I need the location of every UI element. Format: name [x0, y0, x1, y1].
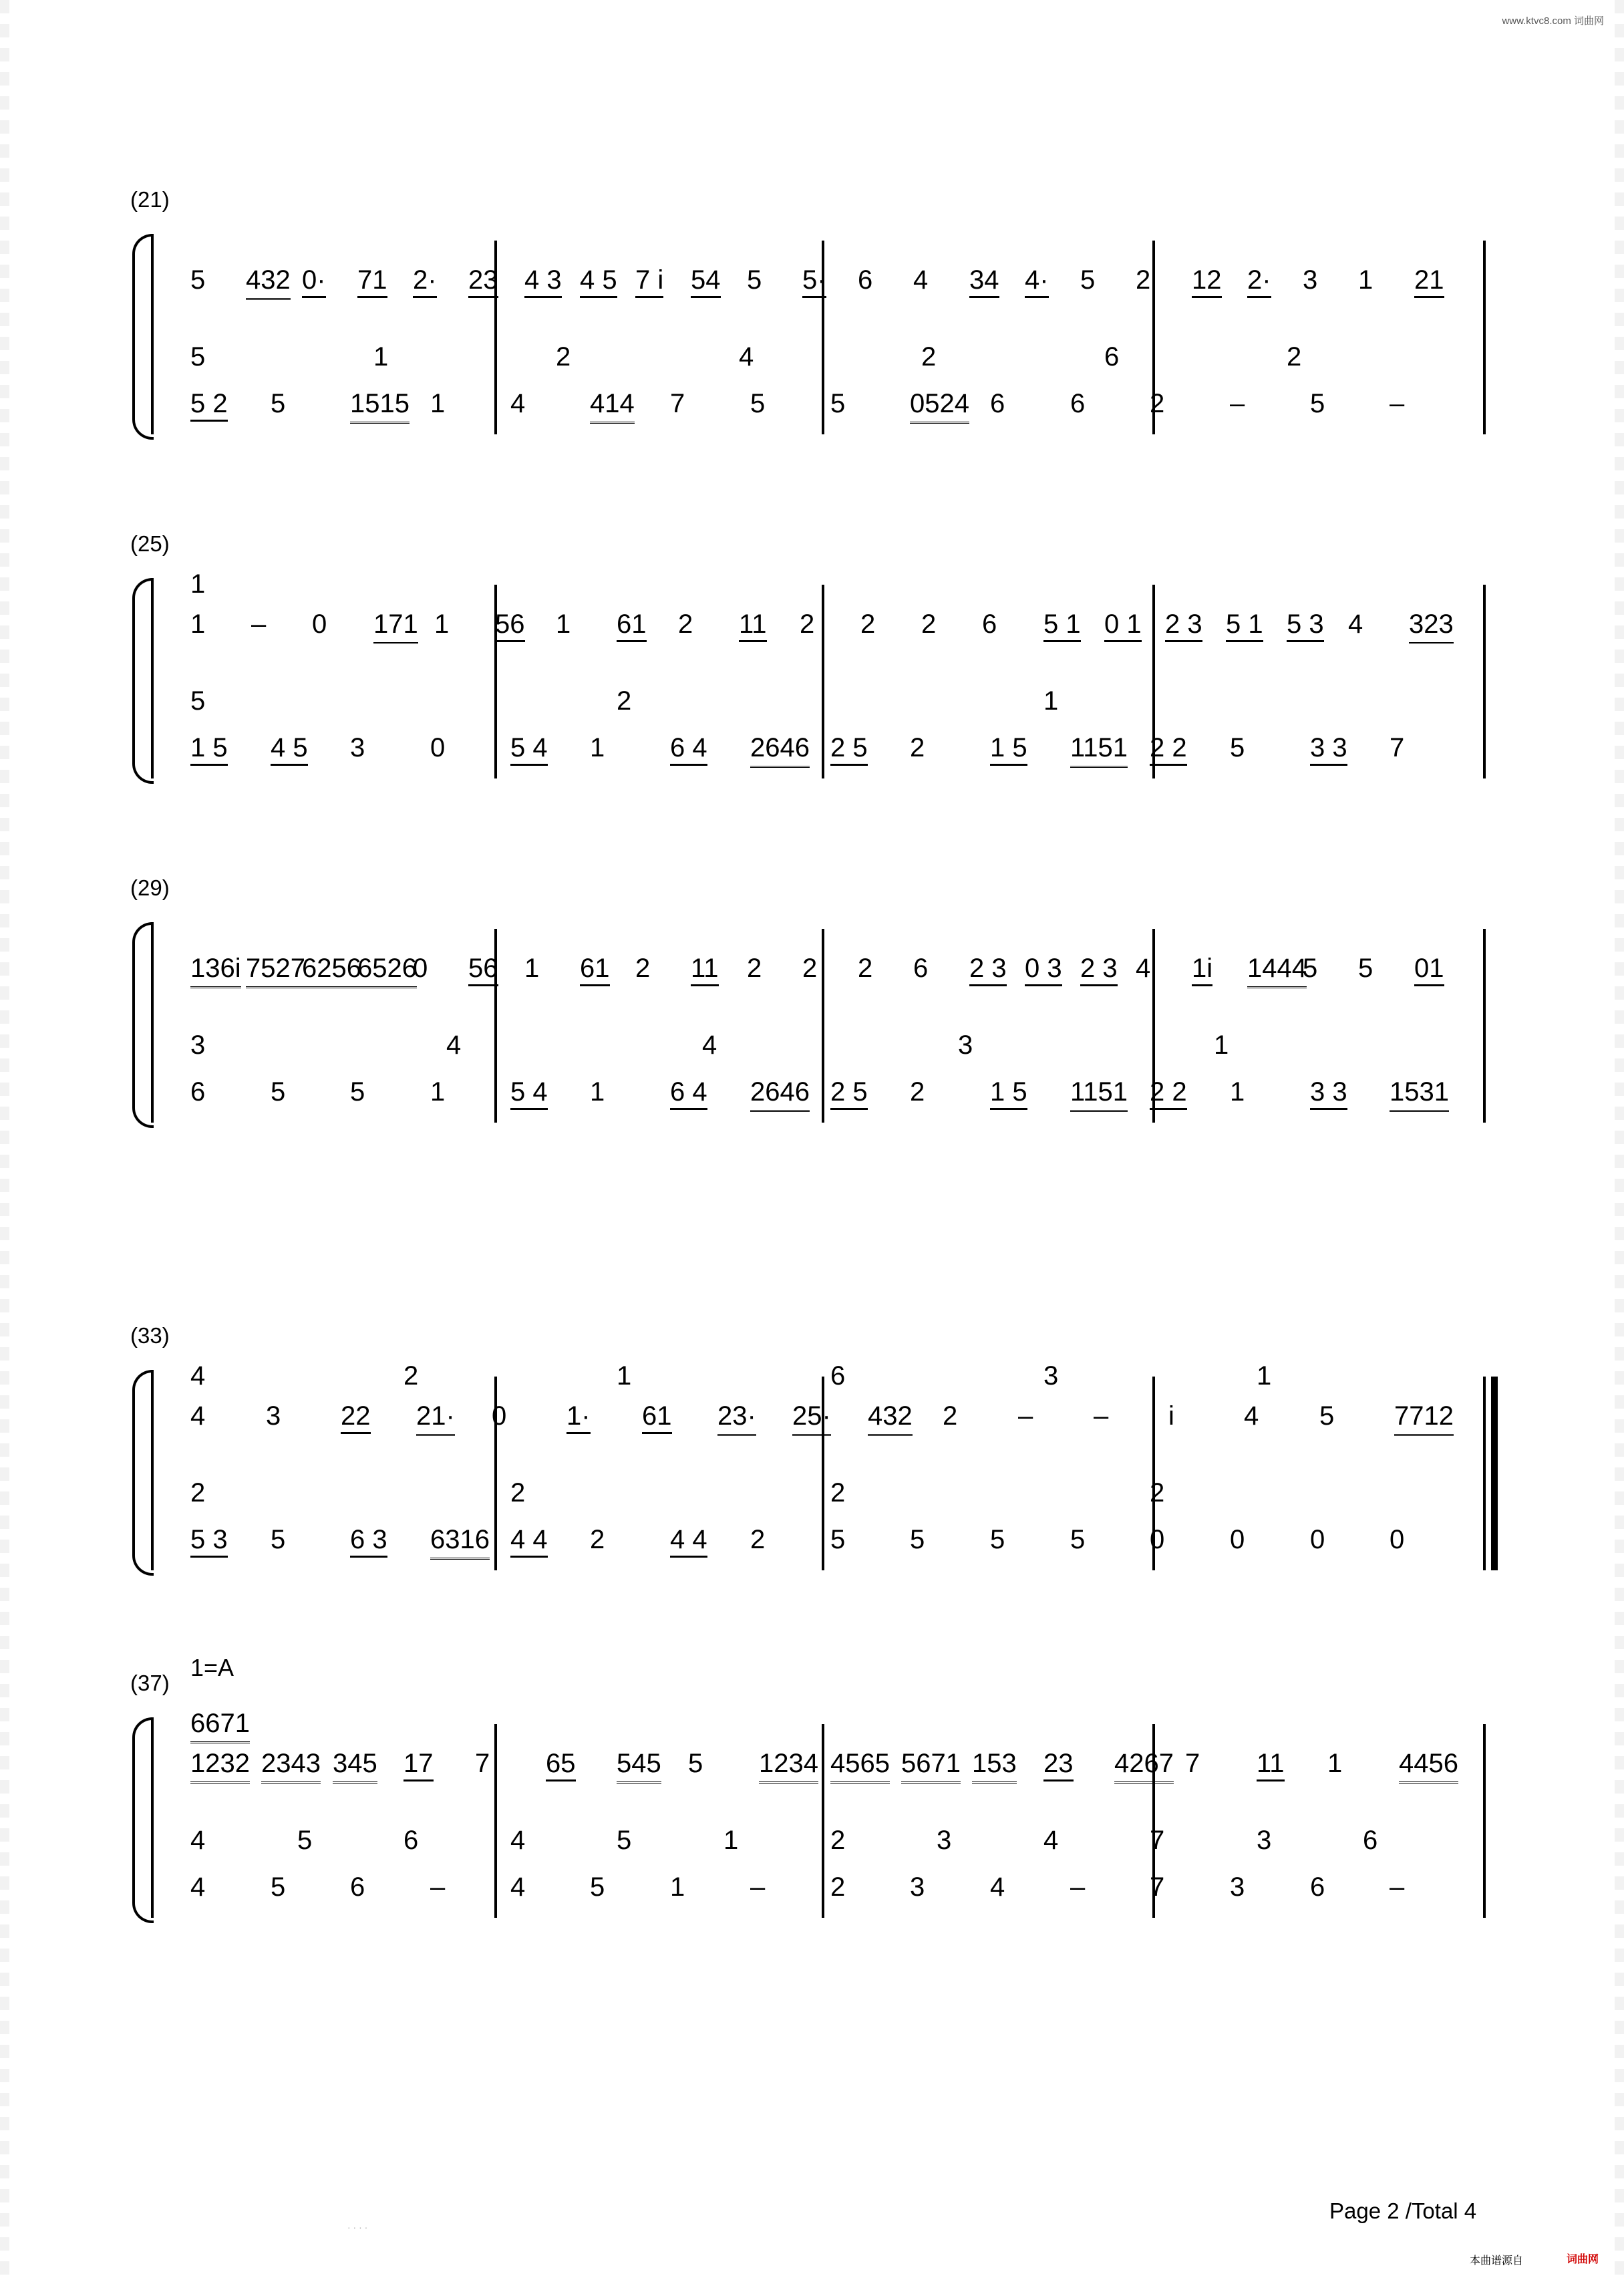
treble-note: 1: [1358, 265, 1373, 295]
bass-upper-note: 1: [373, 342, 389, 372]
bass-upper-note: 2: [190, 1478, 206, 1508]
treble-note: 22: [341, 1400, 371, 1434]
bass-note: 7: [670, 389, 685, 418]
treble-note: 6: [858, 265, 873, 295]
bass-note: 1: [1230, 1077, 1245, 1107]
treble-note: 136i: [190, 952, 241, 988]
barline: [822, 929, 824, 1123]
system-start-barline: [151, 578, 154, 778]
treble-note: 2·: [413, 264, 437, 298]
barline: [822, 1724, 824, 1918]
treble-note: 4565: [830, 1747, 890, 1783]
header-url: www.ktvc8.com 词曲网: [1502, 15, 1604, 27]
system-start-barline: [151, 234, 154, 434]
treble-note: 345: [333, 1747, 377, 1783]
treble-note: 5 1: [1226, 608, 1263, 642]
bass-note: 6: [990, 389, 1005, 418]
treble-note: 12: [1192, 264, 1222, 298]
score-system: [0, 1654, 1624, 1991]
bass-upper-note: 4: [446, 1030, 462, 1060]
treble-upper-note: 4: [190, 1361, 206, 1391]
bass-note: 5: [271, 1525, 286, 1554]
bass-note: 4: [990, 1872, 1005, 1902]
treble-note: 21: [1414, 264, 1444, 298]
treble-note: 545: [617, 1747, 661, 1783]
bass-upper-note: 6: [1104, 342, 1120, 372]
bass-note: 0: [1310, 1525, 1325, 1554]
source-note: 本曲谱源自: [1470, 2255, 1524, 2267]
bass-note: 2 5: [830, 1076, 868, 1110]
bass-note: 5: [1230, 733, 1245, 762]
treble-note: 5: [1358, 954, 1373, 983]
treble-note: 2: [858, 954, 873, 983]
treble-note: 34: [969, 264, 999, 298]
treble-note: 1i: [1192, 952, 1212, 986]
treble-note: 2343: [261, 1747, 321, 1783]
treble-note: 2: [802, 954, 818, 983]
treble-note: 432: [868, 1400, 913, 1436]
bass-note: 6: [1070, 389, 1086, 418]
barline: [1483, 585, 1486, 778]
bass-upper-note: 5: [190, 342, 206, 372]
bass-note: 5 2: [190, 388, 228, 422]
treble-note: 7527: [246, 952, 305, 988]
bass-upper-note: 2: [617, 686, 632, 716]
system-start-barline: [151, 1717, 154, 1918]
barline: [822, 585, 824, 778]
bass-note: 5: [590, 1872, 605, 1902]
bass-note: 2 2: [1150, 732, 1187, 766]
bass-upper-note: 3: [1257, 1826, 1272, 1855]
treble-upper-note: 6: [830, 1361, 846, 1391]
bass-note: –: [1390, 389, 1405, 418]
bass-upper-note: 2: [1150, 1478, 1165, 1508]
bass-note: 6 3: [350, 1524, 387, 1558]
bass-note: 5: [271, 389, 286, 418]
bass-note: 1 5: [190, 732, 228, 766]
bass-note: 4 5: [271, 732, 308, 766]
bass-upper-note: 2: [830, 1826, 846, 1855]
treble-note: 4: [1348, 609, 1363, 639]
bass-note: –: [430, 1872, 446, 1902]
bass-upper-note: 5: [297, 1826, 313, 1855]
measure-number: (33): [130, 1323, 170, 1348]
bass-note: 6316: [430, 1524, 490, 1560]
treble-note: 2 3: [1165, 608, 1202, 642]
bass-upper-note: 2: [830, 1478, 846, 1508]
measure-number: (37): [130, 1671, 170, 1695]
measure-number: (25): [130, 531, 170, 556]
bass-upper-note: 1: [1214, 1030, 1229, 1060]
treble-note: 4: [190, 1401, 206, 1431]
bass-note: 3: [910, 1872, 925, 1902]
bass-note: 6: [1310, 1872, 1325, 1902]
treble-note: 23: [468, 264, 498, 298]
treble-note: 1: [524, 954, 540, 983]
bass-note: 5 3: [190, 1524, 228, 1558]
bass-note: 1531: [1390, 1076, 1449, 1112]
bass-upper-note: 6: [403, 1826, 419, 1855]
treble-upper-note: 2: [403, 1361, 419, 1391]
treble-note: 0 1: [1104, 608, 1142, 642]
treble-note: 0 3: [1025, 952, 1062, 986]
treble-note: 17: [403, 1747, 434, 1781]
bass-upper-note: 4: [739, 342, 754, 372]
bass-note: 1: [590, 1077, 605, 1107]
bass-note: 6 4: [670, 732, 707, 766]
system-start-barline: [151, 922, 154, 1123]
bass-note: 2 5: [830, 732, 868, 766]
bass-upper-note: 1: [723, 1826, 739, 1855]
treble-note: –: [1094, 1401, 1109, 1431]
system-start-barline: [151, 1370, 154, 1570]
treble-note: 153: [972, 1747, 1017, 1783]
bass-note: 2: [1150, 389, 1165, 418]
bass-note: 5 4: [510, 1076, 548, 1110]
bass-note: 1 5: [990, 732, 1027, 766]
bass-upper-note: 5: [617, 1826, 632, 1855]
bass-upper-note: 3: [190, 1030, 206, 1060]
bass-note: 3 3: [1310, 732, 1347, 766]
bass-note: 6: [350, 1872, 365, 1902]
score-system: [0, 875, 1624, 1196]
bass-note: 5: [1070, 1525, 1086, 1554]
treble-note: 6: [982, 609, 997, 639]
bass-note: 2 2: [1150, 1076, 1187, 1110]
measure-number: (29): [130, 875, 170, 900]
treble-note: 1234: [759, 1747, 818, 1783]
treble-note: 1: [434, 609, 450, 639]
bass-note: 5: [750, 389, 766, 418]
bass-note: 1: [670, 1872, 685, 1902]
treble-note: 4: [913, 265, 929, 295]
bass-note: 5: [830, 389, 846, 418]
key-signature: 1=A: [190, 1654, 234, 1681]
bass-note: 1151: [1070, 1076, 1128, 1112]
treble-note: 11: [691, 952, 719, 986]
bass-upper-note: 7: [1150, 1826, 1165, 1855]
barline: [1483, 241, 1486, 434]
bass-note: 1 5: [990, 1076, 1027, 1110]
treble-note: 5 1: [1043, 608, 1081, 642]
bass-note: 6: [190, 1077, 206, 1107]
treble-note: –: [1018, 1401, 1033, 1431]
bass-note: 2: [830, 1872, 846, 1902]
treble-note: 61: [617, 608, 647, 642]
bass-note: 5: [990, 1525, 1005, 1554]
treble-note: 0·: [302, 264, 326, 298]
treble-note: 61: [580, 952, 610, 986]
treble-note: 5·: [802, 264, 826, 298]
bass-note: 0524: [910, 388, 969, 424]
bass-note: 4: [190, 1872, 206, 1902]
bass-note: 1: [430, 389, 446, 418]
treble-note: 56: [468, 952, 498, 986]
treble-note: 2 3: [1080, 952, 1118, 986]
bass-note: 5: [1310, 389, 1325, 418]
treble-note: 5: [747, 265, 762, 295]
bass-note: 7: [1150, 1872, 1165, 1902]
treble-note: 23·: [717, 1400, 756, 1436]
treble-upper-note: 1: [617, 1361, 632, 1391]
bass-note: 1515: [350, 388, 410, 424]
bass-note: 2: [590, 1525, 605, 1554]
bass-upper-note: 2: [921, 342, 937, 372]
bass-upper-note: 3: [958, 1030, 973, 1060]
treble-note: 1: [1327, 1749, 1343, 1778]
bass-note: 1: [590, 733, 605, 762]
treble-upper-note: 3: [1043, 1361, 1059, 1391]
barline: [1483, 929, 1486, 1123]
treble-note: 2: [1136, 265, 1151, 295]
treble-note: 2·: [1247, 264, 1271, 298]
bass-upper-note: 4: [702, 1030, 717, 1060]
treble-note: 1444: [1247, 952, 1307, 988]
treble-upper-note: 1: [1257, 1361, 1272, 1391]
treble-note: 0: [413, 954, 428, 983]
treble-upper-note: 6671: [190, 1707, 250, 1743]
treble-note: 2: [678, 609, 693, 639]
bass-note: 3: [1230, 1872, 1245, 1902]
treble-note: 01: [1414, 952, 1444, 986]
treble-note: 2 3: [969, 952, 1007, 986]
bass-note: 0: [430, 733, 446, 762]
score-system: [0, 1323, 1624, 1644]
treble-note: 21·: [416, 1400, 455, 1436]
treble-note: 0: [312, 609, 327, 639]
treble-note: 4456: [1399, 1747, 1458, 1783]
treble-note: 1: [190, 609, 206, 639]
bass-note: 5: [830, 1525, 846, 1554]
treble-note: 6256: [302, 952, 361, 988]
bass-note: 5 4: [510, 732, 548, 766]
bass-note: 3 3: [1310, 1076, 1347, 1110]
bass-upper-note: 4: [1043, 1826, 1059, 1855]
bass-note: 1: [430, 1077, 446, 1107]
treble-note: 2: [800, 609, 815, 639]
bass-note: 1151: [1070, 732, 1128, 768]
barline: [1483, 1724, 1486, 1918]
bass-note: 6 4: [670, 1076, 707, 1110]
treble-note: 5: [688, 1749, 703, 1778]
bass-note: 0: [1150, 1525, 1165, 1554]
treble-note: 5: [1303, 954, 1318, 983]
treble-note: 7 i: [635, 264, 663, 298]
treble-note: 11: [1257, 1747, 1285, 1781]
treble-note: 0: [492, 1401, 507, 1431]
bass-note: 5: [271, 1872, 286, 1902]
treble-note: 5: [190, 265, 206, 295]
bass-note: –: [1390, 1872, 1405, 1902]
bass-note: 5: [350, 1077, 365, 1107]
bass-note: 3: [350, 733, 365, 762]
treble-note: 2: [943, 1401, 958, 1431]
treble-note: i: [1168, 1401, 1174, 1431]
treble-note: –: [251, 609, 267, 639]
bass-upper-note: 3: [937, 1826, 952, 1855]
faint-mark: · · · ·: [347, 2222, 368, 2233]
page-number: Page 2 /Total 4: [1329, 2198, 1477, 2223]
bass-upper-note: 6: [1363, 1826, 1378, 1855]
treble-note: 4: [1244, 1401, 1259, 1431]
bass-note: 0: [1230, 1525, 1245, 1554]
barline: [1483, 1377, 1486, 1570]
barline: [494, 1724, 497, 1918]
treble-note: 4 3: [524, 264, 562, 298]
measure-number: (21): [130, 187, 170, 212]
score-system: [0, 531, 1624, 852]
bass-note: –: [1230, 389, 1245, 418]
treble-note: 3: [1303, 265, 1318, 295]
bass-note: 7: [1390, 733, 1405, 762]
treble-note: 4·: [1025, 264, 1049, 298]
treble-note: 1: [556, 609, 571, 639]
treble-note: 432: [246, 264, 291, 300]
treble-note: 1·: [566, 1400, 591, 1434]
treble-note: 6: [913, 954, 929, 983]
treble-note: 1232: [190, 1747, 250, 1783]
bass-note: 0: [1390, 1525, 1405, 1554]
treble-note: 2: [860, 609, 876, 639]
treble-note: 5: [1319, 1401, 1335, 1431]
bass-upper-note: 5: [190, 686, 206, 716]
bass-note: 414: [590, 388, 635, 424]
treble-note: 323: [1409, 608, 1454, 644]
bass-upper-note: 1: [1043, 686, 1059, 716]
bass-note: 2: [910, 1077, 925, 1107]
bass-upper-note: 2: [510, 1478, 526, 1508]
treble-note: 11: [739, 608, 767, 642]
treble-note: 23: [1043, 1747, 1074, 1781]
bass-upper-note: 2: [1287, 342, 1302, 372]
treble-note: 54: [691, 264, 721, 298]
treble-note: 7712: [1394, 1400, 1454, 1436]
treble-note: 2: [921, 609, 937, 639]
treble-note: 61: [642, 1400, 672, 1434]
treble-note: 56: [495, 608, 525, 642]
bass-note: 4 4: [670, 1524, 707, 1558]
bass-note: 2: [910, 733, 925, 762]
bass-upper-note: 4: [190, 1826, 206, 1855]
bass-note: 4: [510, 389, 526, 418]
bass-upper-note: 4: [510, 1826, 526, 1855]
treble-note: 25·: [792, 1400, 831, 1436]
bass-note: –: [750, 1872, 766, 1902]
site-logo: 词曲网: [1567, 2254, 1599, 2265]
bass-note: 2: [750, 1525, 766, 1554]
bass-note: 2646: [750, 732, 810, 768]
treble-note: 171: [373, 608, 418, 644]
treble-note: 5 3: [1287, 608, 1324, 642]
treble-note: 3: [266, 1401, 281, 1431]
bass-note: 5: [910, 1525, 925, 1554]
bass-note: 4: [510, 1872, 526, 1902]
bass-note: 4 4: [510, 1524, 548, 1558]
treble-note: 4 5: [580, 264, 617, 298]
treble-note: 6526: [357, 952, 417, 988]
bass-note: 2646: [750, 1076, 810, 1112]
treble-note: 2: [747, 954, 762, 983]
treble-note: 7: [475, 1749, 490, 1778]
treble-note: 71: [357, 264, 387, 298]
treble-note: 4: [1136, 954, 1151, 983]
bass-upper-note: 2: [556, 342, 571, 372]
bass-note: 5: [271, 1077, 286, 1107]
treble-upper-note: 1: [190, 569, 206, 599]
score-system: [0, 187, 1624, 508]
treble-note: 4267: [1114, 1747, 1174, 1783]
treble-note: 5671: [901, 1747, 961, 1783]
treble-note: 7: [1185, 1749, 1200, 1778]
treble-note: 2: [635, 954, 651, 983]
treble-note: 5: [1080, 265, 1096, 295]
bass-note: –: [1070, 1872, 1086, 1902]
treble-note: 65: [546, 1747, 576, 1781]
